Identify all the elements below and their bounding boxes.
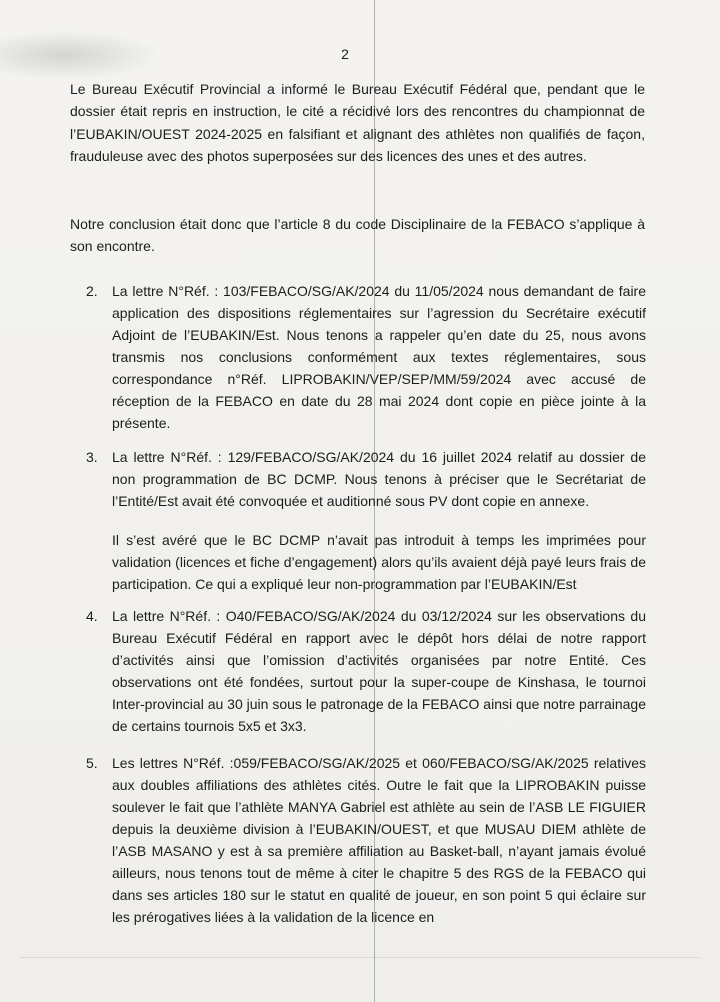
list-item-2 [86,280,646,434]
list-item-3 [86,446,646,512]
list-item-3-detail: Il s’est avéré que le BC DCMP n’avait pas introduit à temps les imprimées pour validation (licences et fiche d’engagement) alors qu’ils avaient déjà payé leurs frais de participation. Ce qui a expliqué leur non-programmation par l’EUBAKIN/Est [112,532,646,592]
list-item-text: La lettre N°Réf. : 103/FEBACO/SG/AK/2024 du 11/05/2024 nous demandant de faire application des dispositions réglementaires sur l’agression du Secrétaire exécutif Adjoint de l’EUBAKIN/Est. Nous tenons a rappeler qu’en date du 25, nous avons transmis nos conclusions conformément aux textes réglementaires, sous correspondance n°Réf. LIPROBAKIN/VEP/SEP/MM/59/2024 avec accusé de réception de la FEBACO en date du 28 mai 2024 dont copie en pièce jointe à la présente. [112,283,646,431]
list-item-number: 4. [86,608,98,624]
list-item-number: 5. [86,755,98,771]
list-item-number: 3. [86,449,98,465]
paragraph-conclusion: Notre conclusion était donc que l’article 8 du code Disciplinaire de la FEBACO s’applique à son encontre. [70,216,645,255]
scan-artifact-line [20,945,700,958]
list-item-text: La lettre N°Réf. : 129/FEBACO/SG/AK/2024 du 16 juillet 2024 relatif au dossier de non programmation de BC DCMP. Nous tenons à préciser que le Secrétariat de l’Entité/Est avait été convoquée et auditionné sous PV dont copie en annexe. [112,449,646,509]
list-item-text: La lettre N°Réf. : O40/FEBACO/SG/AK/2024 du 03/12/2024 sur les observations du Bureau Exécutif Fédéral en rapport avec le dépôt hors délai de notre rapport d’activités ainsi que l’omission d’activités organisées par notre Entité. Ces observations ont été fondées, surtout pour la super-coupe de Kinshasa, le tournoi Inter-provincial au 30 juin sous le patronage de la FEBACO ainsi que notre parrainage de certains tournois 5x5 et 3x3. [112,608,646,734]
list-item-5 [86,752,646,928]
list-item-text: Les lettres N°Réf. :059/FEBACO/SG/AK/2025 et 060/FEBACO/SG/AK/2025 relatives aux doubles affiliations des athlètes cités. Outre le fait que la LIPROBAKIN puisse soulever le fait que l’athlète MANYA Gabriel est athlète au sein de l’ASB LE FIGUIER depuis la deuxième division à l’EUBAKIN/OUEST, et que MUSAU DIEM athlète de l’ASB MASANO y est à sa première affiliation au Basket-ball, n’ayant jamais évolué ailleurs, nous tenons tout de même à citer le chapitre 5 des RGS de la FEBACO qui dans ses articles 180 sur le statut en qualité de joueur, en son point 5 qui éclaire sur les prérogatives liées à la validation de la licence en [112,755,646,925]
paragraph-bureau-executif: Le Bureau Exécutif Provincial a informé le Bureau Exécutif Fédéral que, pendant que le dossier était repris en instruction, le cité a récidivé lors des rencontres du championnat de l’EUBAKIN/OUEST 2024-2025 en falsifiant et alignant des athlètes non qualifiés de façon, frauduleuse avec des photos superposées sur des licences des unes et des autres. [70,81,645,165]
page-number: 2 [341,46,349,62]
list-item-number: 2. [86,283,98,299]
list-item-4 [86,605,646,737]
